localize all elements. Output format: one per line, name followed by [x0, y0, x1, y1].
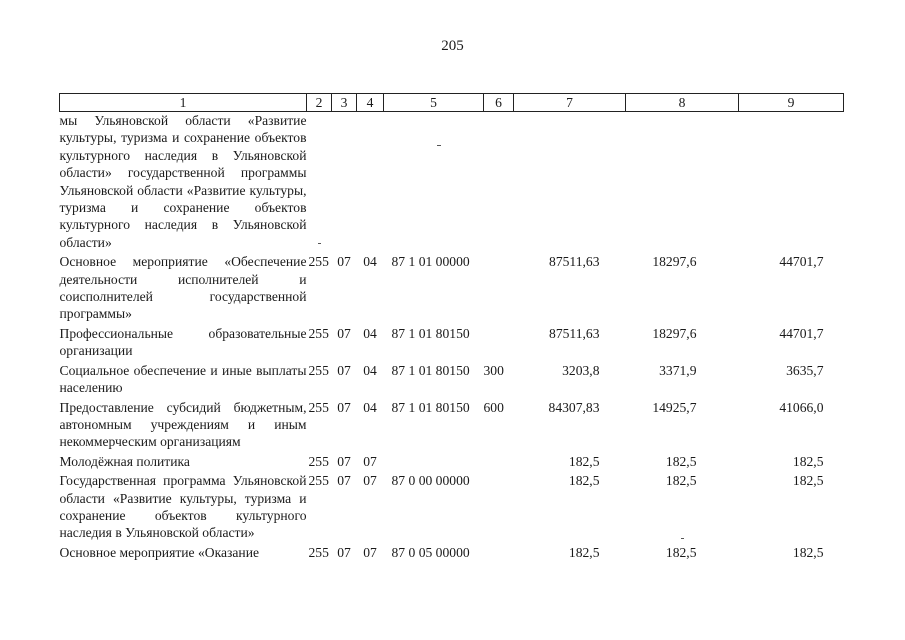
header-row: [60, 94, 844, 112]
header-col-7: 7: [514, 94, 626, 112]
row-amount-8: 18297,6: [652, 254, 697, 270]
row-subsection: [357, 112, 384, 254]
table-row: [60, 399, 844, 453]
header-col-6: 6: [484, 94, 514, 112]
row-expense-type: [484, 112, 514, 254]
table-row: [60, 112, 844, 254]
row-expense-type: [484, 325, 514, 362]
row-amount-8: 182,5: [665, 544, 697, 560]
row-expense-type: 300: [483, 362, 504, 378]
row-name: Предоставление субсидий бюджетным, автономным учреждениям и иным некоммерческим организациям: [59, 399, 307, 450]
row-target-article: 87 1 01 80150: [391, 399, 470, 415]
row-admin-code: 255: [308, 325, 329, 341]
row-name: мы Ульяновской области «Развитие культуры, туризма и сохранение объектов культурного наследия в Ульяновской области» государственной программы Ульяновской области «Развитие культуры, туризма и сохранение объектов культурного наследия в Ульяновской области»: [59, 113, 307, 250]
row-section: 07: [337, 453, 351, 469]
row-amount-9: 182,5: [792, 453, 824, 469]
row-amount-7: 182,5: [568, 453, 600, 469]
table-row: [60, 472, 844, 544]
row-section: 07: [337, 254, 351, 270]
row-section: 07: [337, 473, 351, 489]
row-target-article: 87 1 01 80150: [391, 325, 470, 341]
row-admin-code: 255: [308, 453, 329, 469]
row-target-article: 87 0 05 00000: [391, 544, 470, 560]
row-amount-9: 44701,7: [779, 254, 824, 270]
row-amount-7: 182,5: [568, 544, 600, 560]
row-expense-type: [484, 472, 514, 544]
row-amount-8: 182,5: [665, 473, 697, 489]
row-amount-8: 18297,6: [652, 325, 697, 341]
row-section: 07: [337, 325, 351, 341]
row-expense-type: [484, 453, 514, 472]
row-amount-7: 87511,63: [549, 254, 600, 270]
row-expense-type: 600: [483, 399, 504, 415]
row-amount-7: 87511,63: [549, 325, 600, 341]
row-subsection: 04: [363, 254, 377, 270]
row-subsection: 07: [363, 544, 377, 560]
row-name: Основное мероприятие «Оказание: [59, 544, 260, 560]
row-admin-code: 255: [308, 254, 329, 270]
row-amount-7: 3203,8: [562, 362, 600, 378]
row-subsection: 04: [363, 325, 377, 341]
row-amount-9: 3635,7: [786, 362, 824, 378]
header-col-3: 3: [332, 94, 357, 112]
row-amount-9: 44701,7: [779, 325, 824, 341]
row-target-article: [384, 453, 484, 472]
row-subsection: 04: [363, 399, 377, 415]
table-body: [60, 112, 844, 564]
row-admin-code: 255: [308, 544, 329, 560]
table-row: [60, 325, 844, 362]
budget-table: [59, 93, 844, 563]
row-amount-9: 182,5: [792, 544, 824, 560]
row-name: Молодёжная политика: [59, 453, 190, 469]
scan-mark: [681, 538, 684, 539]
row-name: Государственная программа Ульяновской области «Развитие культуры, туризма и сохранение объектов культурного наследия в Ульяновской области»: [59, 473, 307, 541]
row-amount-8: 14925,7: [652, 399, 697, 415]
row-section: 07: [337, 399, 351, 415]
row-subsection: 04: [363, 362, 377, 378]
row-amount-7: [514, 112, 626, 254]
row-amount-9: [739, 112, 844, 254]
scan-mark: [318, 243, 321, 244]
row-target-article: 87 0 00 00000: [391, 473, 470, 489]
row-section: [332, 112, 357, 254]
row-name: Социальное обеспечение и иные выплаты населению: [59, 362, 307, 396]
table-row: [60, 453, 844, 472]
row-admin-code: 255: [308, 362, 329, 378]
row-admin-code: [307, 112, 332, 254]
row-name: Профессиональные образовательные организации: [59, 325, 307, 359]
row-amount-7: 182,5: [568, 473, 600, 489]
row-amount-9: 41066,0: [779, 399, 824, 415]
table-row: [60, 362, 844, 399]
row-amount-9: 182,5: [792, 473, 824, 489]
header-col-9: 9: [739, 94, 844, 112]
row-target-article: 87 1 01 80150: [391, 362, 470, 378]
scan-mark: [437, 145, 441, 146]
header-col-4: 4: [357, 94, 384, 112]
header-col-5: 5: [384, 94, 484, 112]
row-amount-8: 182,5: [665, 453, 697, 469]
row-target-article: 87 1 01 00000: [391, 254, 470, 270]
row-expense-type: [484, 544, 514, 563]
row-amount-7: 84307,83: [548, 399, 600, 415]
row-subsection: 07: [363, 473, 377, 489]
row-admin-code: 255: [308, 399, 329, 415]
row-amount-8: [626, 112, 739, 254]
row-target-article: [384, 112, 484, 254]
header-col-1: 1: [60, 94, 307, 112]
table-row: [60, 253, 844, 325]
row-subsection: 07: [363, 453, 377, 469]
row-section: 07: [337, 544, 351, 560]
row-expense-type: [484, 253, 514, 325]
row-name: Основное мероприятие «Обеспечение деятельности исполнителей и соисполнителей государственной программы»: [59, 254, 307, 322]
row-section: 07: [337, 362, 351, 378]
header-col-2: 2: [307, 94, 332, 112]
header-col-8: 8: [626, 94, 739, 112]
row-admin-code: 255: [308, 473, 329, 489]
row-amount-8: 3371,9: [659, 362, 697, 378]
table-row: [60, 544, 844, 563]
page-number: 205: [441, 38, 464, 54]
